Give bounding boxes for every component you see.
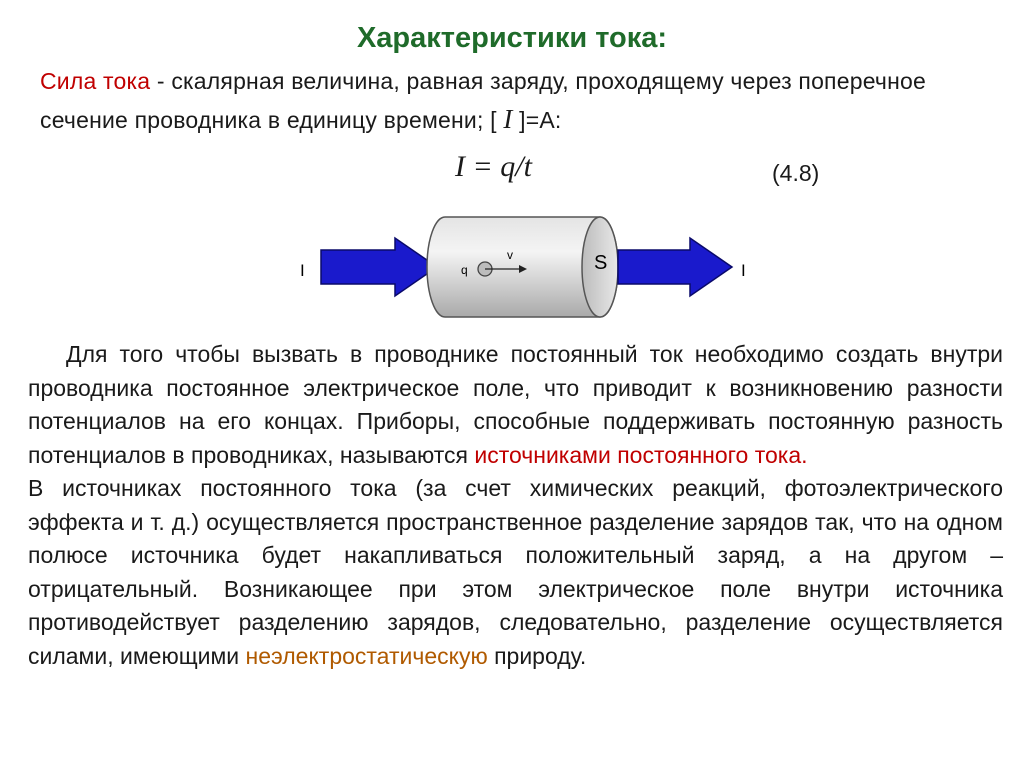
explanation-text [28,338,1003,673]
velocity-label: v [507,248,513,262]
section-label: S [594,252,608,274]
definition-term: Сила тока [40,68,151,94]
non-electrostatic-term: неэлектростатическую [245,642,488,669]
current-arrow-left [321,238,437,296]
paragraph-source-definition: Для того чтобы вызвать в проводнике постоянный ток необходимо создать внутри проводника постоянное электрическое поле, что приводит к возникновению разности потенциалов на его концах. Приборы, способные поддерживать постоянную разность потенциалов в проводниках, называются источниками постоянного тока. [28,341,1003,468]
slide-title: Характеристики тока: [356,22,668,54]
current-arrow-right [618,238,732,296]
definition-text: - скалярная величина, равная заряду, проходящему через поперечное сечение проводника в единицу времени; [ [40,68,926,133]
right-current-label: I [741,261,746,280]
left-current-label: I [300,261,305,280]
conductor-diagram [285,205,765,330]
unit-symbol: I [503,104,513,134]
equation-number: (4.8) [772,160,820,186]
current-formula: I = q/t [455,150,532,183]
paragraph-charge-separation: В источниках постоянного тока (за счет химических реакций, фотоэлектрического эффекта и т. д.) осуществляется пространственное разделение зарядов так, что на одном полюсе источника будет накапливаться положительный заряд, а на другом – отрицательный. Возникающее при этом электрическое поле внутри источника противодействует разделению зарядов, следовательно, разделение осуществляется силами, имеющими неэлектростатическую природу. [28,475,1003,669]
current-definition [40,62,990,139]
dc-source-term: источниками постоянного тока. [474,441,808,468]
charge-label: q [461,263,468,277]
definition-unit-tail: ]=А: [512,107,562,133]
